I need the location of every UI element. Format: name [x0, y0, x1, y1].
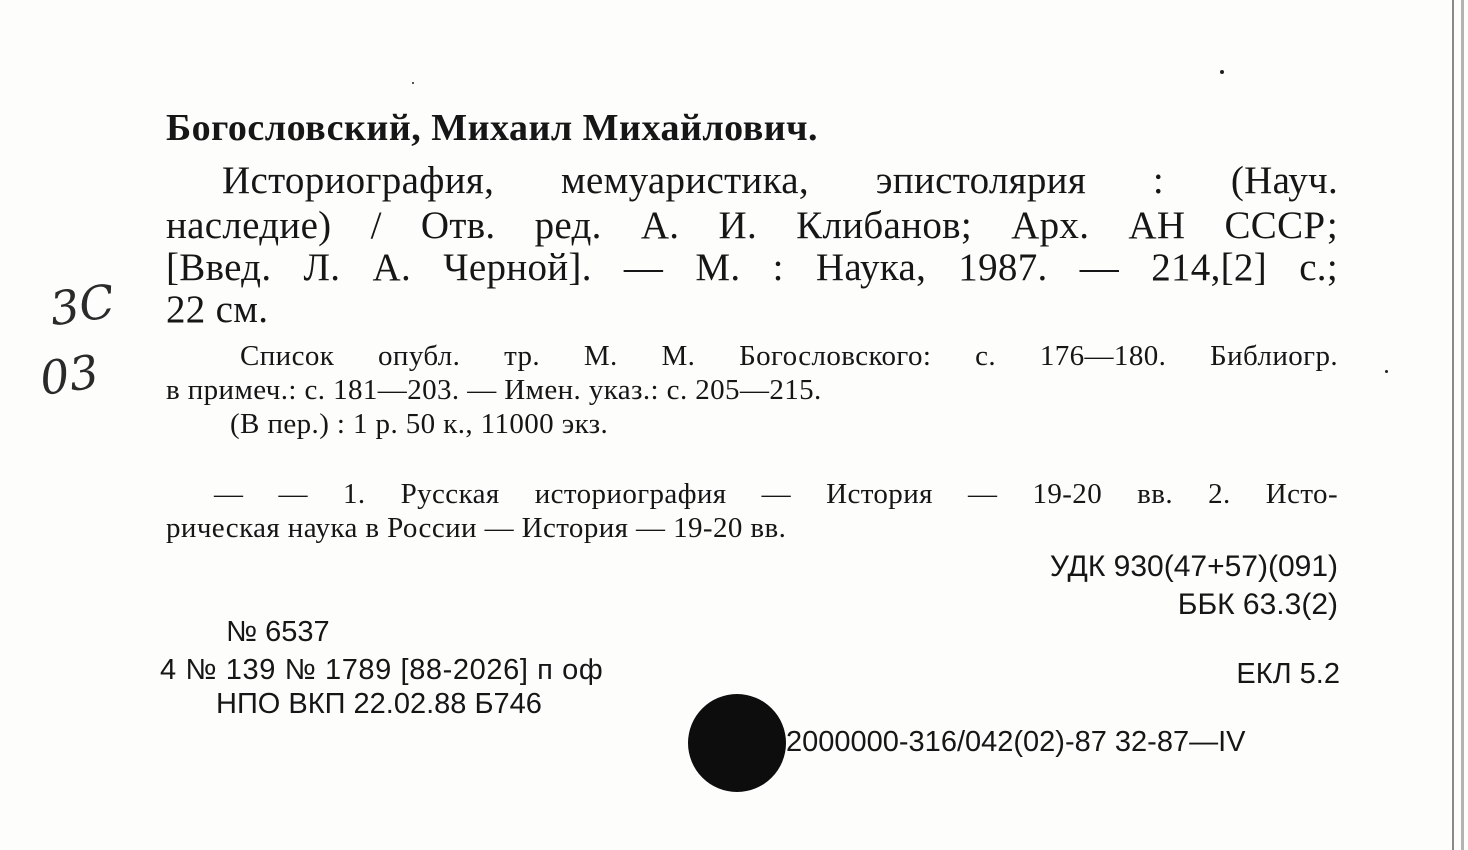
bbk-code: ББК 63.3(2) [1177, 588, 1338, 621]
author-heading: Богословский, Михаил Михайлович. [166, 107, 819, 149]
price-line: (В пер.) : 1 р. 50 к., 11000 экз. [230, 408, 609, 440]
title-line-4: 22 см. [166, 288, 269, 331]
notes-line-1: Список опубл. тр. М. М. Богословского: с. 176—180. Библиогр. [240, 340, 1338, 372]
ink-speck [412, 82, 414, 84]
notes-line-2: в примеч.: с. 181—203. — Имен. указ.: с. 205—215. [166, 374, 822, 406]
punch-hole-stamp [688, 694, 786, 792]
handwritten-shelf-mark-1: 3С [46, 273, 118, 337]
code-line: 2000000-316/042(02)-87 32-87—IV [786, 726, 1246, 758]
handwritten-shelf-mark-2: 03 [36, 344, 103, 406]
udk-code: УДК 930(47+57)(091) [1049, 550, 1338, 583]
subject-line-1: — — 1. Русская историография — История — 19-20 вв. 2. Исто- [214, 478, 1338, 510]
ekl-code: ЕКЛ 5.2 [1236, 658, 1340, 690]
print-line: 4 № 139 № 1789 [88-2026] п оф [160, 654, 604, 686]
title-line-3: [Введ. Л. А. Черной]. — М. : Наука, 1987. — 214,[2] с.; [166, 246, 1338, 289]
ink-speck [1385, 370, 1388, 373]
card-right-edge [1452, 0, 1454, 850]
title-line-1: Историография, мемуаристика, эпистолярия : (Науч. [222, 159, 1338, 202]
title-line-2: наследие) / Отв. ред. А. И. Клибанов; Арх. АН СССР; [166, 204, 1338, 247]
subject-line-2: рическая наука в России — История — 19-20 вв. [166, 512, 787, 544]
card-number: № 6537 [226, 616, 330, 648]
npo-line: НПО ВКП 22.02.88 Б746 [216, 688, 542, 720]
ink-speck [1220, 70, 1224, 74]
card-right-edge-shadow [1461, 0, 1464, 850]
